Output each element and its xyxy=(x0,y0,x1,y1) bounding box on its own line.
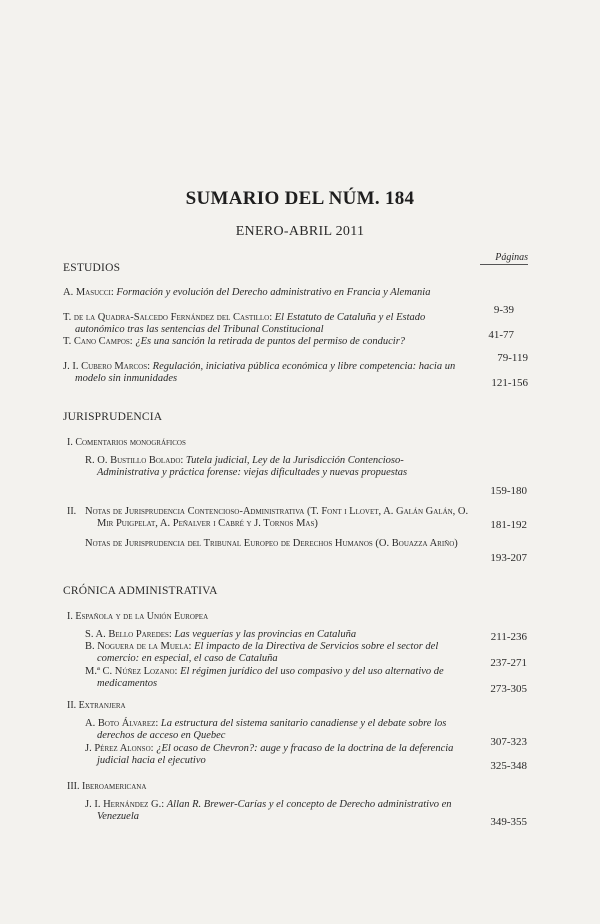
subsection-heading: I. Comentarios monográficos xyxy=(67,437,186,448)
entry-author: J. Pérez Alonso: xyxy=(85,743,154,754)
section-heading-jurisprudencia: JURISPRUDENCIA xyxy=(63,411,163,423)
toc-entry[interactable] xyxy=(63,312,473,336)
entry-title: ¿Es una sanción la retirada de puntos del permiso de conducir? xyxy=(135,336,406,347)
entry-author: T. Cano Campos: xyxy=(63,336,133,347)
entry-pages: 307-323 xyxy=(490,736,527,748)
entry-author: R. O. Bustillo Bolado: xyxy=(85,455,184,466)
entry-title: Formación y evolución del Derecho administrativo en Francia y Alemania xyxy=(116,287,431,298)
entry-title: Allan R. Brewer-Carías y el concepto de Derecho administrativo en Venezuela xyxy=(97,799,452,823)
entry-pages: 237-271 xyxy=(490,657,527,669)
entry-title: La estructura del sistema sanitario canadiense y el debate sobre los derechos de acceso en Quebec xyxy=(97,718,447,742)
entry-title: El impacto de la Directiva de Servicios sobre el sector del comercio: en especial, el caso de Cataluña xyxy=(97,641,439,665)
entry-title: El Estatuto de Cataluña y el Estado autonómico tras las sentencias del Tribunal Constitucional xyxy=(75,312,426,336)
entry-title: Las veguerías y las provincias en Cataluña xyxy=(174,629,357,640)
entry-title: Tutela judicial, Ley de la Jurisdicción Contencioso-Administrativa y práctica forense: viejas dificultades y nuevas propuestas xyxy=(97,455,408,479)
subsection-heading: III. Iberoamericana xyxy=(67,781,147,792)
entry-pages: 325-348 xyxy=(490,760,527,772)
entry-pages: 193-207 xyxy=(490,552,527,564)
subsection-heading: II. Extranjera xyxy=(67,700,126,711)
entry-author: S. A. Bello Paredes: xyxy=(85,629,172,640)
issue-date: ENERO-ABRIL 2011 xyxy=(235,224,365,239)
entry-pages: 159-180 xyxy=(490,485,527,497)
section-heading-estudios: ESTUDIOS xyxy=(63,262,121,274)
toc-entry[interactable] xyxy=(85,666,463,690)
entry-pages: 211-236 xyxy=(490,631,527,643)
toc-entry[interactable] xyxy=(63,336,473,348)
entry-pages: 181-192 xyxy=(490,519,527,531)
entry-author: A. Masucci: xyxy=(63,287,114,298)
entry-author: J. I. Cubero Marcos: xyxy=(63,361,151,372)
pages-column-label: Páginas xyxy=(480,252,528,265)
toc-entry[interactable] xyxy=(85,538,463,550)
toc-entry[interactable] xyxy=(85,641,463,665)
entry-pages: 41-77 xyxy=(488,329,514,341)
entry-pages: 79-119 xyxy=(497,352,528,364)
entry-text: Notas de Jurisprudencia Contencioso-Administrativa (T. Font i Llovet, A. Galán Galán, O. Mir Puigpelat, A. Peñalver i Cabré y J. Tornos Mas) xyxy=(85,506,469,530)
section-heading-cronica: CRÓNICA ADMINISTRATIVA xyxy=(63,585,218,597)
entry-author: A. Boto Álvarez: xyxy=(85,718,159,729)
entry-pages: 121-156 xyxy=(491,377,528,389)
toc-entry[interactable] xyxy=(85,506,470,530)
toc-entry[interactable] xyxy=(85,455,463,479)
entry-title: Regulación, iniciativa pública económica y libre competencia: hacia un modelo sin inmunidades xyxy=(75,361,456,385)
entry-text: Notas de Jurisprudencia del Tribunal Europeo de Derechos Humanos (O. Bouazza Ariño) xyxy=(85,538,458,549)
subsection-number: II. xyxy=(67,506,77,517)
subsection-heading: I. Española y de la Unión Europea xyxy=(67,611,209,622)
entry-title: El régimen jurídico del uso compasivo y del uso alternativo de medicamentos xyxy=(97,666,444,690)
entry-author: J. I. Hernández G.: xyxy=(85,799,165,810)
toc-entry[interactable] xyxy=(63,361,473,385)
toc-entry[interactable] xyxy=(63,287,473,299)
entry-pages: 349-355 xyxy=(490,816,527,828)
toc-entry[interactable] xyxy=(85,629,463,641)
entry-title: ¿El ocaso de Chevron?: auge y fracaso de la doctrina de la deferencia judicial hacia el ejecutivo xyxy=(97,743,454,767)
toc-entry[interactable] xyxy=(85,718,463,742)
page-title: SUMARIO DEL NÚM. 184 xyxy=(185,188,415,209)
entry-author: T. de la Quadra-Salcedo Fernández del Castillo: xyxy=(63,312,273,323)
entry-pages: 9-39 xyxy=(493,304,514,316)
toc-entry[interactable] xyxy=(85,799,463,823)
entry-pages: 273-305 xyxy=(490,683,527,695)
entry-author: M.ª C. Núñez Lozano: xyxy=(85,666,178,677)
entry-author: B. Noguera de la Muela: xyxy=(85,641,192,652)
toc-entry[interactable] xyxy=(85,743,463,767)
